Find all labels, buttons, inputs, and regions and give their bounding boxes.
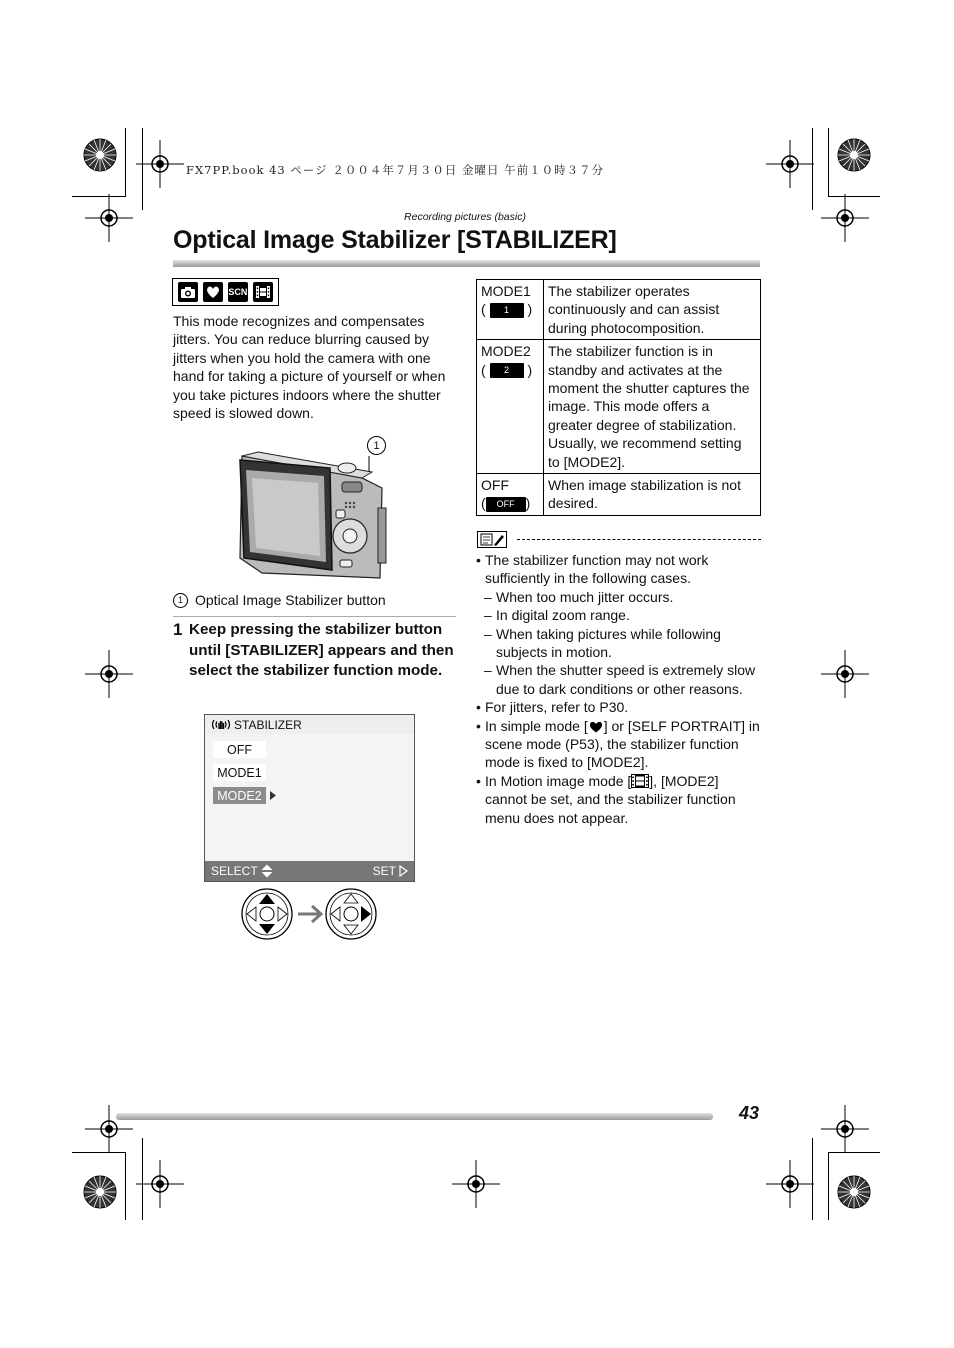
- triangle-right-icon: [269, 790, 277, 801]
- note-item: • The stabilizer function may not work sufficiently in the following cases.: [476, 552, 709, 587]
- stabilizer-off-icon: OFF: [486, 497, 526, 512]
- menu-footer-set: [373, 864, 408, 878]
- mode-name: OFF: [481, 477, 509, 494]
- note-subitem: – When taking pictures while following subjects in motion.: [484, 625, 721, 661]
- note-item: • In simple mode [ ] or [SELF PORTRAIT] in scene mode (P53), the stabilizer function mode is fixed to [MODE2].: [476, 717, 760, 771]
- step-number: 1: [173, 620, 183, 639]
- mode-cell: MODE1 ( 1 ): [477, 280, 544, 340]
- scene-mode-icon: SCN: [228, 282, 248, 302]
- menu-body: [205, 734, 414, 862]
- note-subitem: – In digital zoom range.: [484, 607, 630, 624]
- figure-callout-number: 1: [367, 436, 386, 455]
- caption-text: Optical Image Stabilizer button: [195, 592, 386, 608]
- cursor-button-up-down-icon: [242, 889, 292, 939]
- notes-list: [476, 551, 761, 827]
- title-underline-bar: [173, 260, 760, 267]
- page-number: 43: [739, 1103, 760, 1123]
- note-item: • For jitters, refer to P30.: [476, 699, 629, 716]
- stabilizer-modes-table: [476, 279, 761, 516]
- note-pencil-icon: [477, 531, 507, 548]
- motion-image-icon: [631, 774, 649, 788]
- applicable-modes-box: [172, 278, 279, 306]
- menu-header: [205, 715, 414, 735]
- stabilizer-mode2-icon: 2: [490, 363, 524, 378]
- cursor-buttons-illustration: [240, 887, 380, 943]
- menu-item-mode2-selected[interactable]: MODE2: [213, 787, 266, 804]
- cursor-button-right-icon: [326, 889, 376, 939]
- mode-description: The stabilizer function is in standby and activates at the moment the shutter captures the image. This mode offers a greater degree of stabilization. Usually, we recommend setting to [MODE2].: [544, 340, 761, 474]
- stabilizer-menu-screen: [204, 714, 415, 882]
- file-info-line: FX7PP.book 43 ページ ２００４年７月３０日 金曜日 午前１０時３７分: [186, 163, 605, 177]
- notes-dashed-line: [517, 539, 761, 540]
- menu-footer-select: [211, 864, 273, 878]
- set-label: SET: [372, 864, 396, 878]
- caption-number: 1: [173, 593, 188, 608]
- mode-name: MODE2: [481, 343, 531, 360]
- table-row: [477, 280, 761, 340]
- step-text: Keep pressing the stabilizer button until [STABILIZER] appears and then select the stabilizer function mode.: [189, 621, 454, 680]
- section-divider: [173, 616, 456, 617]
- footer-bar: [116, 1113, 713, 1120]
- note-item: • In Motion image mode [ ], [MODE2] cannot be set, and the stabilizer function menu does not appear.: [476, 772, 736, 826]
- mode-name: MODE1: [481, 283, 531, 299]
- mode-description: The stabilizer operates continuously and can assist during photocomposition.: [544, 280, 761, 340]
- menu-footer: [205, 861, 414, 881]
- motion-image-icon: [253, 282, 273, 302]
- stabilizer-icon: [211, 718, 231, 731]
- table-row: [477, 340, 761, 474]
- note-subitem: – When the shutter speed is extremely slow due to dark conditions or other reasons.: [484, 662, 756, 697]
- figure-caption: [173, 592, 386, 608]
- right-arrow-outline-icon: [399, 865, 408, 877]
- menu-item-mode1[interactable]: MODE1: [213, 764, 266, 781]
- page-title: Optical Image Stabilizer [STABILIZER]: [173, 226, 617, 254]
- mode-cell: MODE2 ( 2 ): [477, 340, 544, 474]
- menu-title: STABILIZER: [234, 717, 302, 732]
- camera-icon: [178, 282, 198, 302]
- arrow-right-icon: [298, 906, 321, 922]
- table-row: [477, 474, 761, 516]
- running-title: Recording pictures (basic): [404, 211, 526, 223]
- up-down-arrows-icon: [261, 864, 273, 878]
- camera-illustration: [232, 438, 392, 583]
- note-subitem: – When too much jitter occurs.: [484, 588, 674, 605]
- stabilizer-mode1-icon: 1: [490, 303, 524, 318]
- simple-mode-icon: [203, 282, 223, 302]
- heart-icon: [588, 720, 604, 733]
- select-label: SELECT: [211, 864, 258, 878]
- mode-description: When image stabilization is not desired.: [544, 474, 761, 516]
- mode-cell: OFF ( OFF ): [477, 474, 544, 516]
- menu-item-off[interactable]: OFF: [213, 741, 266, 758]
- intro-paragraph: This mode recognizes and compensates jitters. You can reduce blurring caused by jitters when you hold the camera with one hand for taking a picture of yourself or when you take pictures indoors where the shutter speed is slowed down.: [173, 313, 446, 422]
